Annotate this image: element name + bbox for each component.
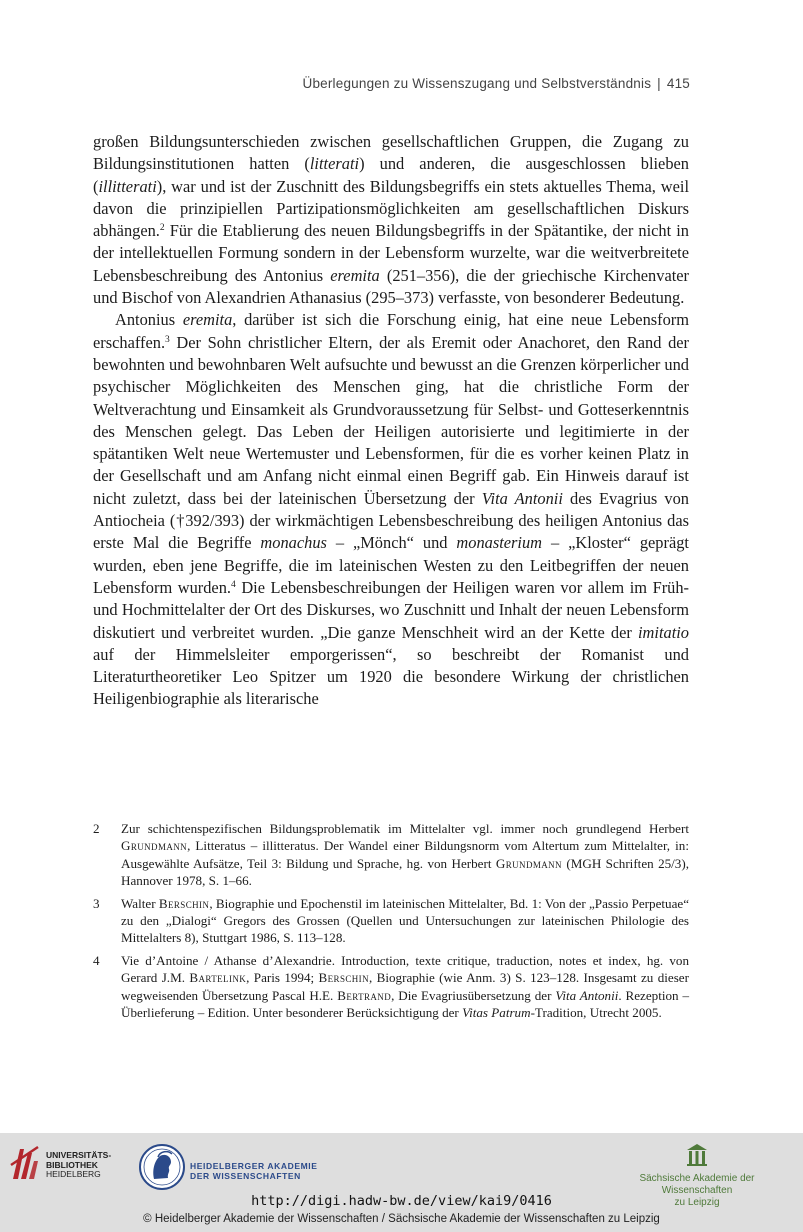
footnote-ref-2: 2 (159, 223, 165, 234)
athena-medallion-icon (138, 1143, 186, 1191)
paragraph-2: Antonius eremita, darüber ist sich die Forschung einig, hat eine neue Lebensform erschaffen.$^3$ Der Sohn christlicher Eltern, der als Eremit oder Anachoret, den Rand der bewohnten und bewohnbaren Welt aufsuchte und bewusst an die Grenzen körperlicher und psychischer Möglichkeiten des Menschen ging, hat die christliche Form der Weltverachtung und Einsamkeit als Grundvoraussetzung für Selbst- und Gotteserkenntnis des Menschen gelegt. Das Leben der Heiligen autorisierte und legitimierte in der spätantiken Welt neue Wertemuster und Lebensformen, für die es vorher keinen Platz in der Gesellschaft und am Anfang nicht einmal einen Begriff gab. Ein Hinweis darauf ist nicht zuletzt, dass bei der lateinischen Übersetzung der Vita Antonii des Evagrius von Antiocheia (†392/393) der wirkmächtigen Lebensbeschreibung des heiligen Antonius das erste Mal die Begriffe monachus – „Mönch“ und monasterium – „Kloster“ geprägt wurden, eben jene Begriffe, die im lateinischen Westen zu den Leitbegriffen der neuen Lebensform wurden.$^4$ Die Lebensbeschreibungen der Heiligen waren vor allem im Früh- und Hochmittelalter der Ort des Diskurses, wo Zuschnitt und Inhalt der neuen Lebensform diskutiert und verbreitet wurden. „Die ganze Menschheit wird an der Kette der imitatio auf der Himmelsleiter emporgerissen“, so beschreibt der Romanist und Literaturtheoretiker Leo Spitzer um 1920 die besondere Wirkung der christlichen Heiligenbiographie als literarische (93, 310, 690, 709)
footnote-ref-3: 3 (165, 334, 170, 345)
copyright-notice: © Heidelberger Akademie der Wissenschaften / Sächsische Akademie der Wissenschaften zu Leipzig (143, 1213, 660, 1225)
running-head-title: Überlegungen zu Wissenszugang und Selbstverständnis (302, 76, 652, 91)
footnote-number: 4 (93, 952, 100, 968)
footnotes (93, 820, 689, 1026)
footnote-4: 4 Vie d’Antoine / Athanse d’Alexandrie. Introduction, texte critique, traduction, notes et index, hg. von Gerard J.M. Bartelink, Paris 1994; Berschin, Biographie (wie Anm. 3) S. 123–128. Insgesamt zu dieser wegweisenden Übersetzung Pascal H.E. Bertrand, Die Evagriusübersetzung der Vita Antonii. Rezeption – Überlieferung – Edition. Unter besonderer Berücksichtigung der Vitas Patrum-Tradition, Utrecht 2005. (93, 952, 690, 1021)
running-head-separator: | (657, 76, 661, 91)
hadw-logo[interactable]: HEIDELBERGER AKADEMIE DER WISSENSCHAFTEN (138, 1143, 338, 1193)
saw-leipzig-logo[interactable]: Sächsische Akademie der Wissenschaften zu Leipzig (622, 1143, 772, 1205)
academy-building-icon (686, 1143, 708, 1167)
footnote-number: 2 (93, 821, 100, 836)
ub-heidelberg-logo[interactable]: UNIVERSITÄTS- BIBLIOTHEK HEIDELBERG (10, 1145, 120, 1185)
permalink-url[interactable]: http://digi.hadw-bw.de/view/kai9/0416 (251, 1193, 552, 1209)
footnote-3: 3 Walter Berschin, Biographie und Epochenstil im lateinischen Mittelalter, Bd. 1: Von der „Passio Perpetuae“ zu den „Dialogi“ Gregors des Grossen (Quellen und Untersuchungen zur lateinischen Philologie des Mittelalters 8), Stuttgart 1986, S. 113–128. (93, 895, 690, 946)
paragraph-1: großen Bildungsunterschieden zwischen gesellschaftlichen Gruppen, die Zugang zu Bildungsinstitutionen hatten (litterati) und anderen, die ausgeschlossen blieben (illitterati), war und ist der Zuschnitt des Bildungsbegriffs ein stets aktuelles Thema, weil davon die prinzipiellen Partizipationsmöglichkeiten am gesellschaftlichen Diskurs abhängen.$^2$ Für die Etablierung des neuen Bildungsbegriffs in der Spätantike, der nicht in der intellektuellen Formung sondern in der Lebensform wurzelte, war die weitverbreitete Lebensbeschreibung des Antonius eremita (251–356), die der griechische Kirchenvater und Bischof von Alexandrien Athanasius (295–373) verfasste, von besonderer Bedeutung. (93, 132, 690, 308)
page-number: 415 (666, 76, 690, 91)
footnote-number: 3 (93, 895, 100, 911)
footnote-2: 2 Zur schichtenspezifischen Bildungsproblematik im Mittelalter vgl. immer noch grundlegend Herbert Grundmann, Litteratus – illitteratus. Der Wandel einer Bildungsnorm vom Altertum zum Mittelalter, in: Ausgewählte Aufsätze, Teil 3: Bildung und Sprache, hg. von Herbert Grundmann (MGH Schriften 25/3), Hannover 1978, S. 1–66. (93, 821, 689, 889)
running-head (303, 76, 691, 91)
ub-mark-icon (10, 1145, 42, 1181)
footnote-ref-4: 4 (231, 579, 236, 590)
main-text (93, 131, 689, 711)
